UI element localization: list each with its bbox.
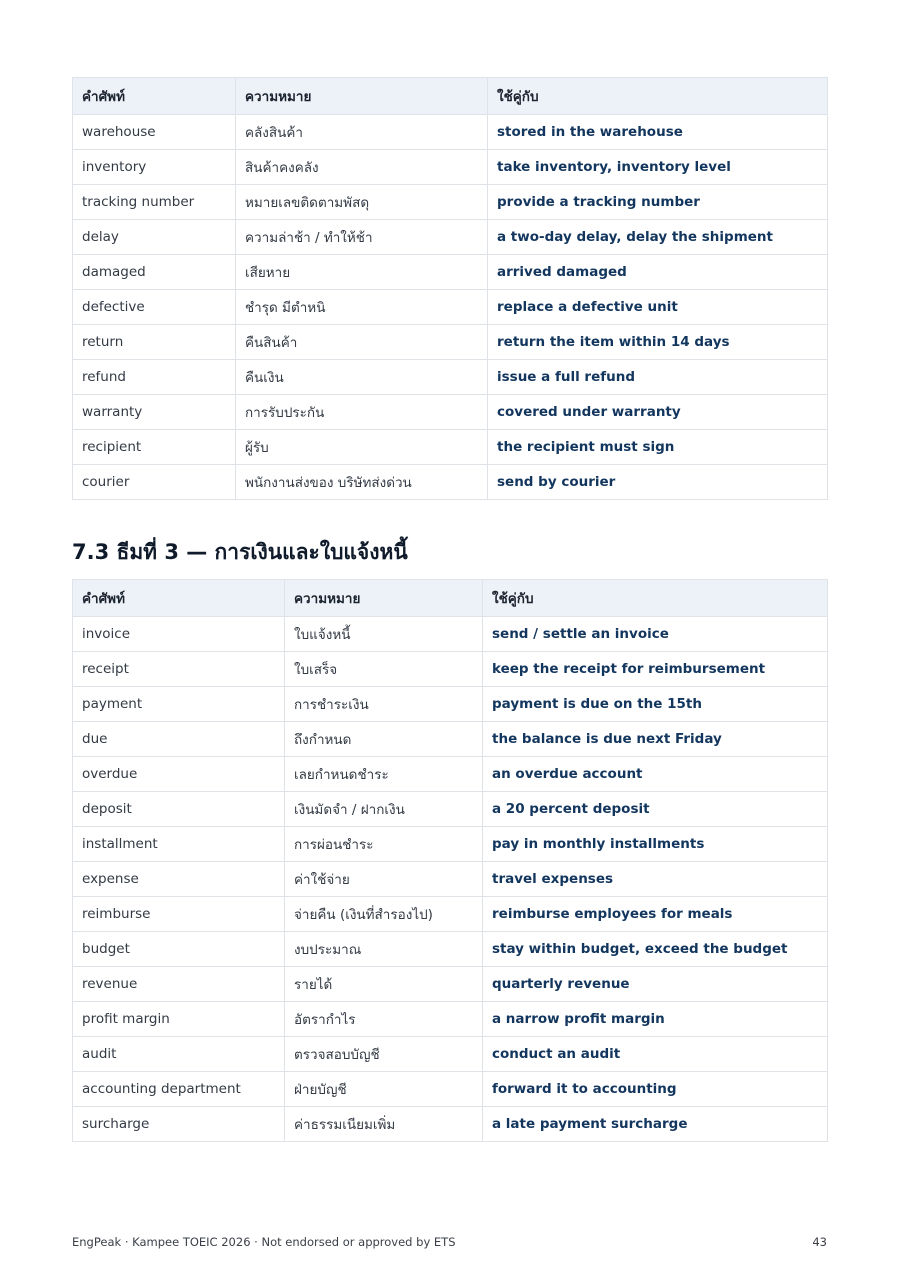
header-meaning: ความหมาย	[236, 78, 488, 115]
meaning-cell: การผ่อนชำระ	[285, 827, 483, 862]
collocation-cell: provide a tracking number	[488, 185, 828, 220]
term-cell: due	[73, 722, 285, 757]
meaning-cell: สินค้าคงคลัง	[236, 150, 488, 185]
table-row	[73, 360, 828, 395]
table-row	[73, 1002, 828, 1037]
table-header-row	[73, 580, 828, 617]
table-row	[73, 1072, 828, 1107]
term-cell: recipient	[73, 430, 236, 465]
collocation-cell: a 20 percent deposit	[483, 792, 828, 827]
table-row	[73, 757, 828, 792]
meaning-cell: เลยกำหนดชำระ	[285, 757, 483, 792]
collocation-cell: pay in monthly installments	[483, 827, 828, 862]
term-cell: tracking number	[73, 185, 236, 220]
meaning-cell: รายได้	[285, 967, 483, 1002]
table-row	[73, 220, 828, 255]
meaning-cell: ค่าธรรมเนียมเพิ่ม	[285, 1107, 483, 1142]
table-row	[73, 932, 828, 967]
collocation-cell: the balance is due next Friday	[483, 722, 828, 757]
table-row	[73, 862, 828, 897]
footer-text: EngPeak · Kampee TOEIC 2026 · Not endorsed or approved by ETS	[72, 1235, 456, 1249]
meaning-cell: ใบแจ้งหนี้	[285, 617, 483, 652]
collocation-cell: send by courier	[488, 465, 828, 500]
collocation-cell: stored in the warehouse	[488, 115, 828, 150]
term-cell: delay	[73, 220, 236, 255]
vocab-table-finance	[72, 579, 828, 1142]
meaning-cell: งบประมาณ	[285, 932, 483, 967]
page-number: 43	[812, 1235, 827, 1249]
collocation-cell: the recipient must sign	[488, 430, 828, 465]
collocation-cell: payment is due on the 15th	[483, 687, 828, 722]
term-cell: overdue	[73, 757, 285, 792]
term-cell: damaged	[73, 255, 236, 290]
term-cell: surcharge	[73, 1107, 285, 1142]
collocation-cell: keep the receipt for reimbursement	[483, 652, 828, 687]
meaning-cell: ผู้รับ	[236, 430, 488, 465]
table-row	[73, 792, 828, 827]
table-row	[73, 722, 828, 757]
term-cell: inventory	[73, 150, 236, 185]
collocation-cell: an overdue account	[483, 757, 828, 792]
table-row	[73, 255, 828, 290]
header-collocation: ใช้คู่กับ	[488, 78, 828, 115]
term-cell: payment	[73, 687, 285, 722]
table-row	[73, 1037, 828, 1072]
meaning-cell: ความล่าช้า / ทำให้ช้า	[236, 220, 488, 255]
header-term: คำศัพท์	[73, 580, 285, 617]
collocation-cell: a two-day delay, delay the shipment	[488, 220, 828, 255]
table-header-row	[73, 78, 828, 115]
header-meaning: ความหมาย	[285, 580, 483, 617]
table-row	[73, 1107, 828, 1142]
table-row	[73, 617, 828, 652]
meaning-cell: พนักงานส่งของ บริษัทส่งด่วน	[236, 465, 488, 500]
table-row	[73, 290, 828, 325]
collocation-cell: conduct an audit	[483, 1037, 828, 1072]
meaning-cell: การชำระเงิน	[285, 687, 483, 722]
collocation-cell: send / settle an invoice	[483, 617, 828, 652]
meaning-cell: คลังสินค้า	[236, 115, 488, 150]
table-row	[73, 687, 828, 722]
meaning-cell: ฝ่ายบัญชี	[285, 1072, 483, 1107]
term-cell: warehouse	[73, 115, 236, 150]
table-row	[73, 325, 828, 360]
term-cell: return	[73, 325, 236, 360]
term-cell: reimburse	[73, 897, 285, 932]
term-cell: audit	[73, 1037, 285, 1072]
meaning-cell: ถึงกำหนด	[285, 722, 483, 757]
term-cell: expense	[73, 862, 285, 897]
collocation-cell: take inventory, inventory level	[488, 150, 828, 185]
meaning-cell: จ่ายคืน (เงินที่สำรองไป)	[285, 897, 483, 932]
term-cell: accounting department	[73, 1072, 285, 1107]
table-row	[73, 465, 828, 500]
table-row	[73, 185, 828, 220]
collocation-cell: covered under warranty	[488, 395, 828, 430]
meaning-cell: ใบเสร็จ	[285, 652, 483, 687]
term-cell: refund	[73, 360, 236, 395]
meaning-cell: เงินมัดจำ / ฝากเงิน	[285, 792, 483, 827]
table-row	[73, 430, 828, 465]
collocation-cell: forward it to accounting	[483, 1072, 828, 1107]
collocation-cell: return the item within 14 days	[488, 325, 828, 360]
table-row	[73, 652, 828, 687]
term-cell: receipt	[73, 652, 285, 687]
table-row	[73, 967, 828, 1002]
meaning-cell: คืนเงิน	[236, 360, 488, 395]
meaning-cell: ค่าใช้จ่าย	[285, 862, 483, 897]
collocation-cell: reimburse employees for meals	[483, 897, 828, 932]
collocation-cell: quarterly revenue	[483, 967, 828, 1002]
term-cell: profit margin	[73, 1002, 285, 1037]
term-cell: warranty	[73, 395, 236, 430]
meaning-cell: หมายเลขติดตามพัสดุ	[236, 185, 488, 220]
collocation-cell: issue a full refund	[488, 360, 828, 395]
table-row	[73, 150, 828, 185]
term-cell: installment	[73, 827, 285, 862]
term-cell: budget	[73, 932, 285, 967]
meaning-cell: เสียหาย	[236, 255, 488, 290]
table-row	[73, 115, 828, 150]
collocation-cell: stay within budget, exceed the budget	[483, 932, 828, 967]
term-cell: defective	[73, 290, 236, 325]
term-cell: deposit	[73, 792, 285, 827]
table-row	[73, 827, 828, 862]
table-row	[73, 395, 828, 430]
header-term: คำศัพท์	[73, 78, 236, 115]
meaning-cell: อัตรากำไร	[285, 1002, 483, 1037]
collocation-cell: arrived damaged	[488, 255, 828, 290]
table-row	[73, 897, 828, 932]
term-cell: courier	[73, 465, 236, 500]
meaning-cell: คืนสินค้า	[236, 325, 488, 360]
term-cell: revenue	[73, 967, 285, 1002]
meaning-cell: ชำรุด มีตำหนิ	[236, 290, 488, 325]
header-collocation: ใช้คู่กับ	[483, 580, 828, 617]
collocation-cell: a late payment surcharge	[483, 1107, 828, 1142]
meaning-cell: การรับประกัน	[236, 395, 488, 430]
term-cell: invoice	[73, 617, 285, 652]
collocation-cell: replace a defective unit	[488, 290, 828, 325]
collocation-cell: a narrow profit margin	[483, 1002, 828, 1037]
collocation-cell: travel expenses	[483, 862, 828, 897]
section-title: 7.3 ธีมที่ 3 — การเงินและใบแจ้งหนี้	[72, 540, 408, 564]
meaning-cell: ตรวจสอบบัญชี	[285, 1037, 483, 1072]
vocab-table-shipping	[72, 77, 828, 500]
